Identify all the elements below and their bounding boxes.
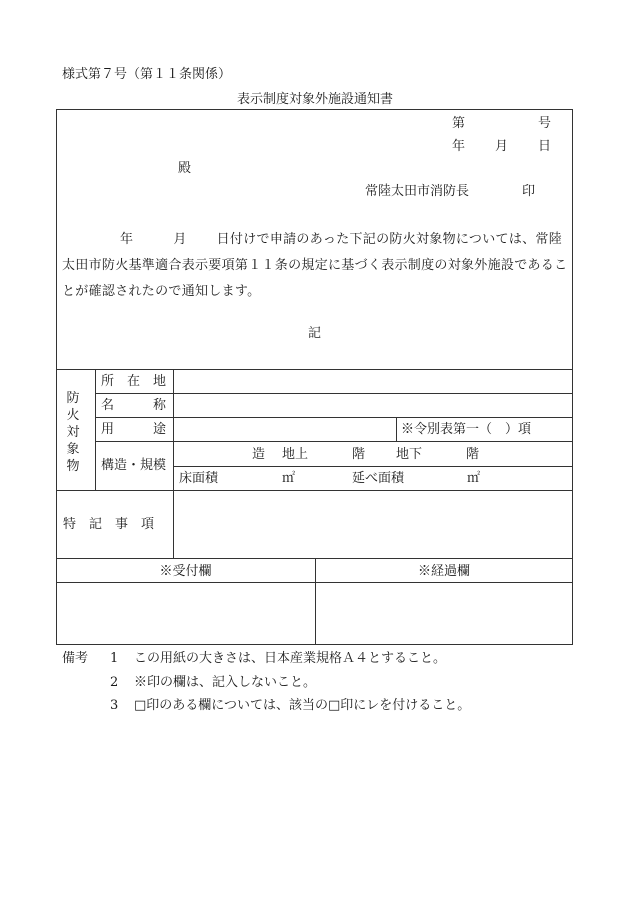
row-line-5 [56,490,573,491]
remarks-title: 備考 [62,651,89,666]
body-date-month: 月 [173,232,187,247]
frame-bottom [56,644,573,645]
frame-left [56,109,57,644]
col-line-label [173,369,174,558]
addressee-honorific: 殿 [178,161,192,176]
reception-label: ※受付欄 [159,564,212,579]
floor-area-unit: ㎡ [282,471,296,486]
date-month: 月 [495,139,509,154]
number-suffix: 号 [538,116,552,131]
structure-floor-2: 階 [466,447,480,462]
number-prefix: 第 [452,116,466,131]
row-label-structure: 構造・規模 [101,458,167,473]
seal-mark: 印 [522,184,536,199]
remark-2-text: ※印の欄は、記入しないこと。 [134,675,317,690]
total-area-label: 延べ面積 [352,471,405,486]
frame-top [56,109,573,110]
date-year: 年 [452,139,466,154]
structure-zo: 造 [252,447,266,462]
frame-right [572,109,573,644]
remark-1-num: 1 [110,651,119,666]
row-line-2 [95,417,573,418]
use-note: ※令別表第一（ ）項 [401,422,532,437]
remark-2-num: 2 [110,675,119,690]
col-line-group [95,369,96,490]
total-area-unit: ㎡ [467,471,481,486]
ki-label: 記 [308,326,322,341]
remark-3-text: □印のある欄については、該当の□印にレを付けること。 [134,698,471,713]
row-line-1 [95,393,573,394]
special-notes-label: 特 記 事 項 [63,517,155,532]
table-top-line [56,369,573,370]
structure-floor-1: 階 [352,447,366,462]
form-number: 様式第７号（第１１条関係） [62,67,232,82]
notice-paragraph [62,227,572,305]
sender-name: 常陸太田市消防長 [365,184,470,199]
row-label-location: 所 在 地 [101,374,167,389]
structure-below-ground: 地下 [396,447,423,462]
row-label-name: 名 称 [101,398,167,413]
form-title: 表示制度対象外施設通知書 [236,92,393,107]
date-day: 日 [538,139,552,154]
col-line-use-note [396,417,397,441]
row-label-use: 用 途 [101,422,167,437]
property-group-label: 防火対象物 [66,391,80,474]
structure-above-ground: 地上 [282,447,309,462]
progress-label: ※経過欄 [417,564,470,579]
remark-1-text: この用紙の大きさは、日本産業規格Ａ４とすること。 [134,651,447,666]
body-paragraph-rest: 日付けで申請のあった下記の防火対象物については、常陸太田市防火基準適合表示要項第１１条の規定に基づく表示制度の対象外施設であることが確認されたので通知します。 [62,232,568,299]
row-line-3 [95,441,573,442]
floor-area-label: 床面積 [179,471,219,486]
body-date-year: 年 [120,232,134,247]
row-line-4 [173,466,573,467]
remark-3-num: 3 [110,698,119,713]
